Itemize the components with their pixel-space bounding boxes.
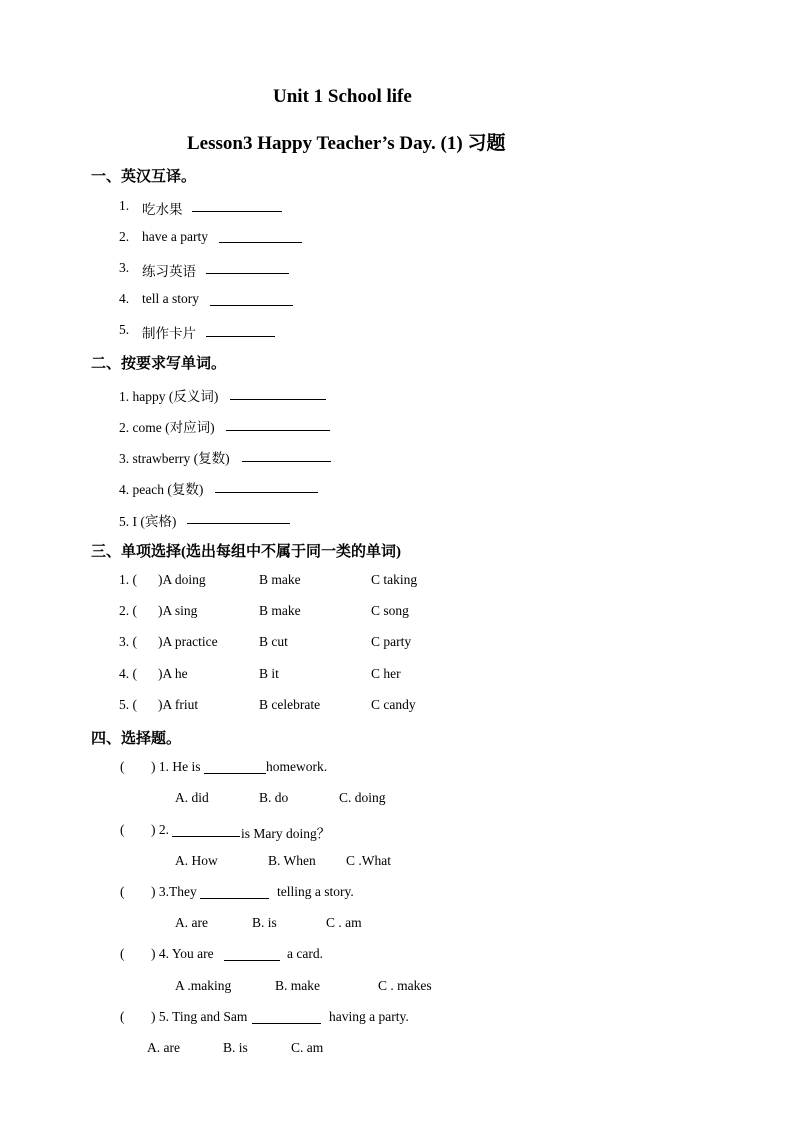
answer-blank[interactable] <box>172 836 240 837</box>
answer-blank[interactable] <box>187 523 290 524</box>
s3-option-a: )A he <box>158 666 188 681</box>
s1-item-text: 制作卡片 <box>142 326 196 341</box>
s1-item-num: 4. <box>119 291 130 306</box>
answer-blank[interactable] <box>224 960 280 961</box>
section1-heading: 一、英汉互译。 <box>91 169 197 185</box>
lesson-title: Lesson3 Happy Teacher’s Day. (1) 习题 <box>187 133 506 154</box>
s3-num: 5. ( <box>119 697 137 712</box>
s3-option-b: B cut <box>259 634 288 649</box>
s3-num: 2. ( <box>119 603 137 618</box>
q-option: B. do <box>259 790 289 805</box>
q-stem: ) 5. Ting and Sam <box>151 1009 248 1024</box>
answer-blank[interactable] <box>219 242 302 243</box>
answer-blank[interactable] <box>200 898 269 899</box>
s3-num: 1. ( <box>119 572 137 587</box>
q-option: A. did <box>175 790 209 805</box>
q-stem-after: having a party. <box>329 1009 409 1024</box>
s3-num: 4. ( <box>119 666 137 681</box>
q-option: B. is <box>223 1040 248 1055</box>
q-option: B. When <box>268 853 316 868</box>
q-option: B. make <box>275 978 320 993</box>
q-paren-open: ( <box>120 884 125 899</box>
s3-option-c: C taking <box>371 572 418 587</box>
answer-blank[interactable] <box>206 273 289 274</box>
s2-item: 3. strawberry (复数) <box>119 451 230 466</box>
q-paren-open: ( <box>120 1009 125 1024</box>
s3-option-b: B celebrate <box>259 697 321 712</box>
q-option: C. doing <box>339 790 386 805</box>
s3-option-a: )A doing <box>158 572 206 587</box>
q-option: A. are <box>175 915 208 930</box>
unit-title: Unit 1 School life <box>273 86 412 107</box>
answer-blank[interactable] <box>210 305 293 306</box>
q-stem: ) 4. You are <box>151 946 214 961</box>
answer-blank[interactable] <box>242 461 331 462</box>
s3-option-a: )A sing <box>158 603 198 618</box>
s3-option-c: C her <box>371 666 401 681</box>
q-option: C .What <box>346 853 391 868</box>
s1-item-num: 5. <box>119 322 130 337</box>
s1-item-text: have a party <box>142 229 208 244</box>
q-stem: ) 1. He is <box>151 759 201 774</box>
q-option: C. am <box>291 1040 324 1055</box>
section3-heading: 三、单项选择(选出每组中不属于同一类的单词) <box>91 544 401 560</box>
answer-blank[interactable] <box>215 492 318 493</box>
s3-option-a: )A friut <box>158 697 199 712</box>
q-stem-after: homework. <box>266 759 328 774</box>
section2-heading: 二、按要求写单词。 <box>91 356 227 372</box>
s3-num: 3. ( <box>119 634 137 649</box>
answer-blank[interactable] <box>252 1023 321 1024</box>
q-paren-open: ( <box>120 822 125 837</box>
q-option: C . makes <box>378 978 432 993</box>
s1-item-num: 1. <box>119 198 130 213</box>
answer-blank[interactable] <box>204 773 266 774</box>
s3-option-a: )A practice <box>158 634 218 649</box>
q-stem-after: is Mary doing？ <box>241 826 331 841</box>
q-option: A. are <box>147 1040 180 1055</box>
s1-item-num: 2. <box>119 229 130 244</box>
s3-option-c: C party <box>371 634 412 649</box>
answer-blank[interactable] <box>226 430 330 431</box>
q-stem: ) 2. <box>151 822 169 837</box>
s1-item-num: 3. <box>119 260 130 275</box>
q-option: A .making <box>175 978 232 993</box>
s1-item-text: tell a story <box>142 291 199 306</box>
s3-option-b: B make <box>259 603 301 618</box>
q-stem: ) 3.They <box>151 884 197 899</box>
q-stem-after: telling a story. <box>277 884 354 899</box>
q-stem-after: a card. <box>287 946 323 961</box>
s1-item-text: 吃水果 <box>142 202 183 217</box>
s2-item: 1. happy (反义词) <box>119 389 219 404</box>
s3-option-c: C song <box>371 603 409 618</box>
s3-option-c: C candy <box>371 697 416 712</box>
q-paren-open: ( <box>120 759 125 774</box>
q-option: C . am <box>326 915 362 930</box>
answer-blank[interactable] <box>230 399 326 400</box>
s1-item-text: 练习英语 <box>142 264 196 279</box>
s3-option-b: B it <box>259 666 279 681</box>
s2-item: 2. come (对应词) <box>119 420 215 435</box>
s3-option-b: B make <box>259 572 301 587</box>
answer-blank[interactable] <box>192 211 282 212</box>
answer-blank[interactable] <box>206 336 275 337</box>
q-paren-open: ( <box>120 946 125 961</box>
q-option: B. is <box>252 915 277 930</box>
section4-heading: 四、选择题。 <box>91 731 182 747</box>
s2-item: 4. peach (复数) <box>119 482 204 497</box>
q-option: A. How <box>175 853 218 868</box>
s2-item: 5. I (宾格) <box>119 514 177 529</box>
